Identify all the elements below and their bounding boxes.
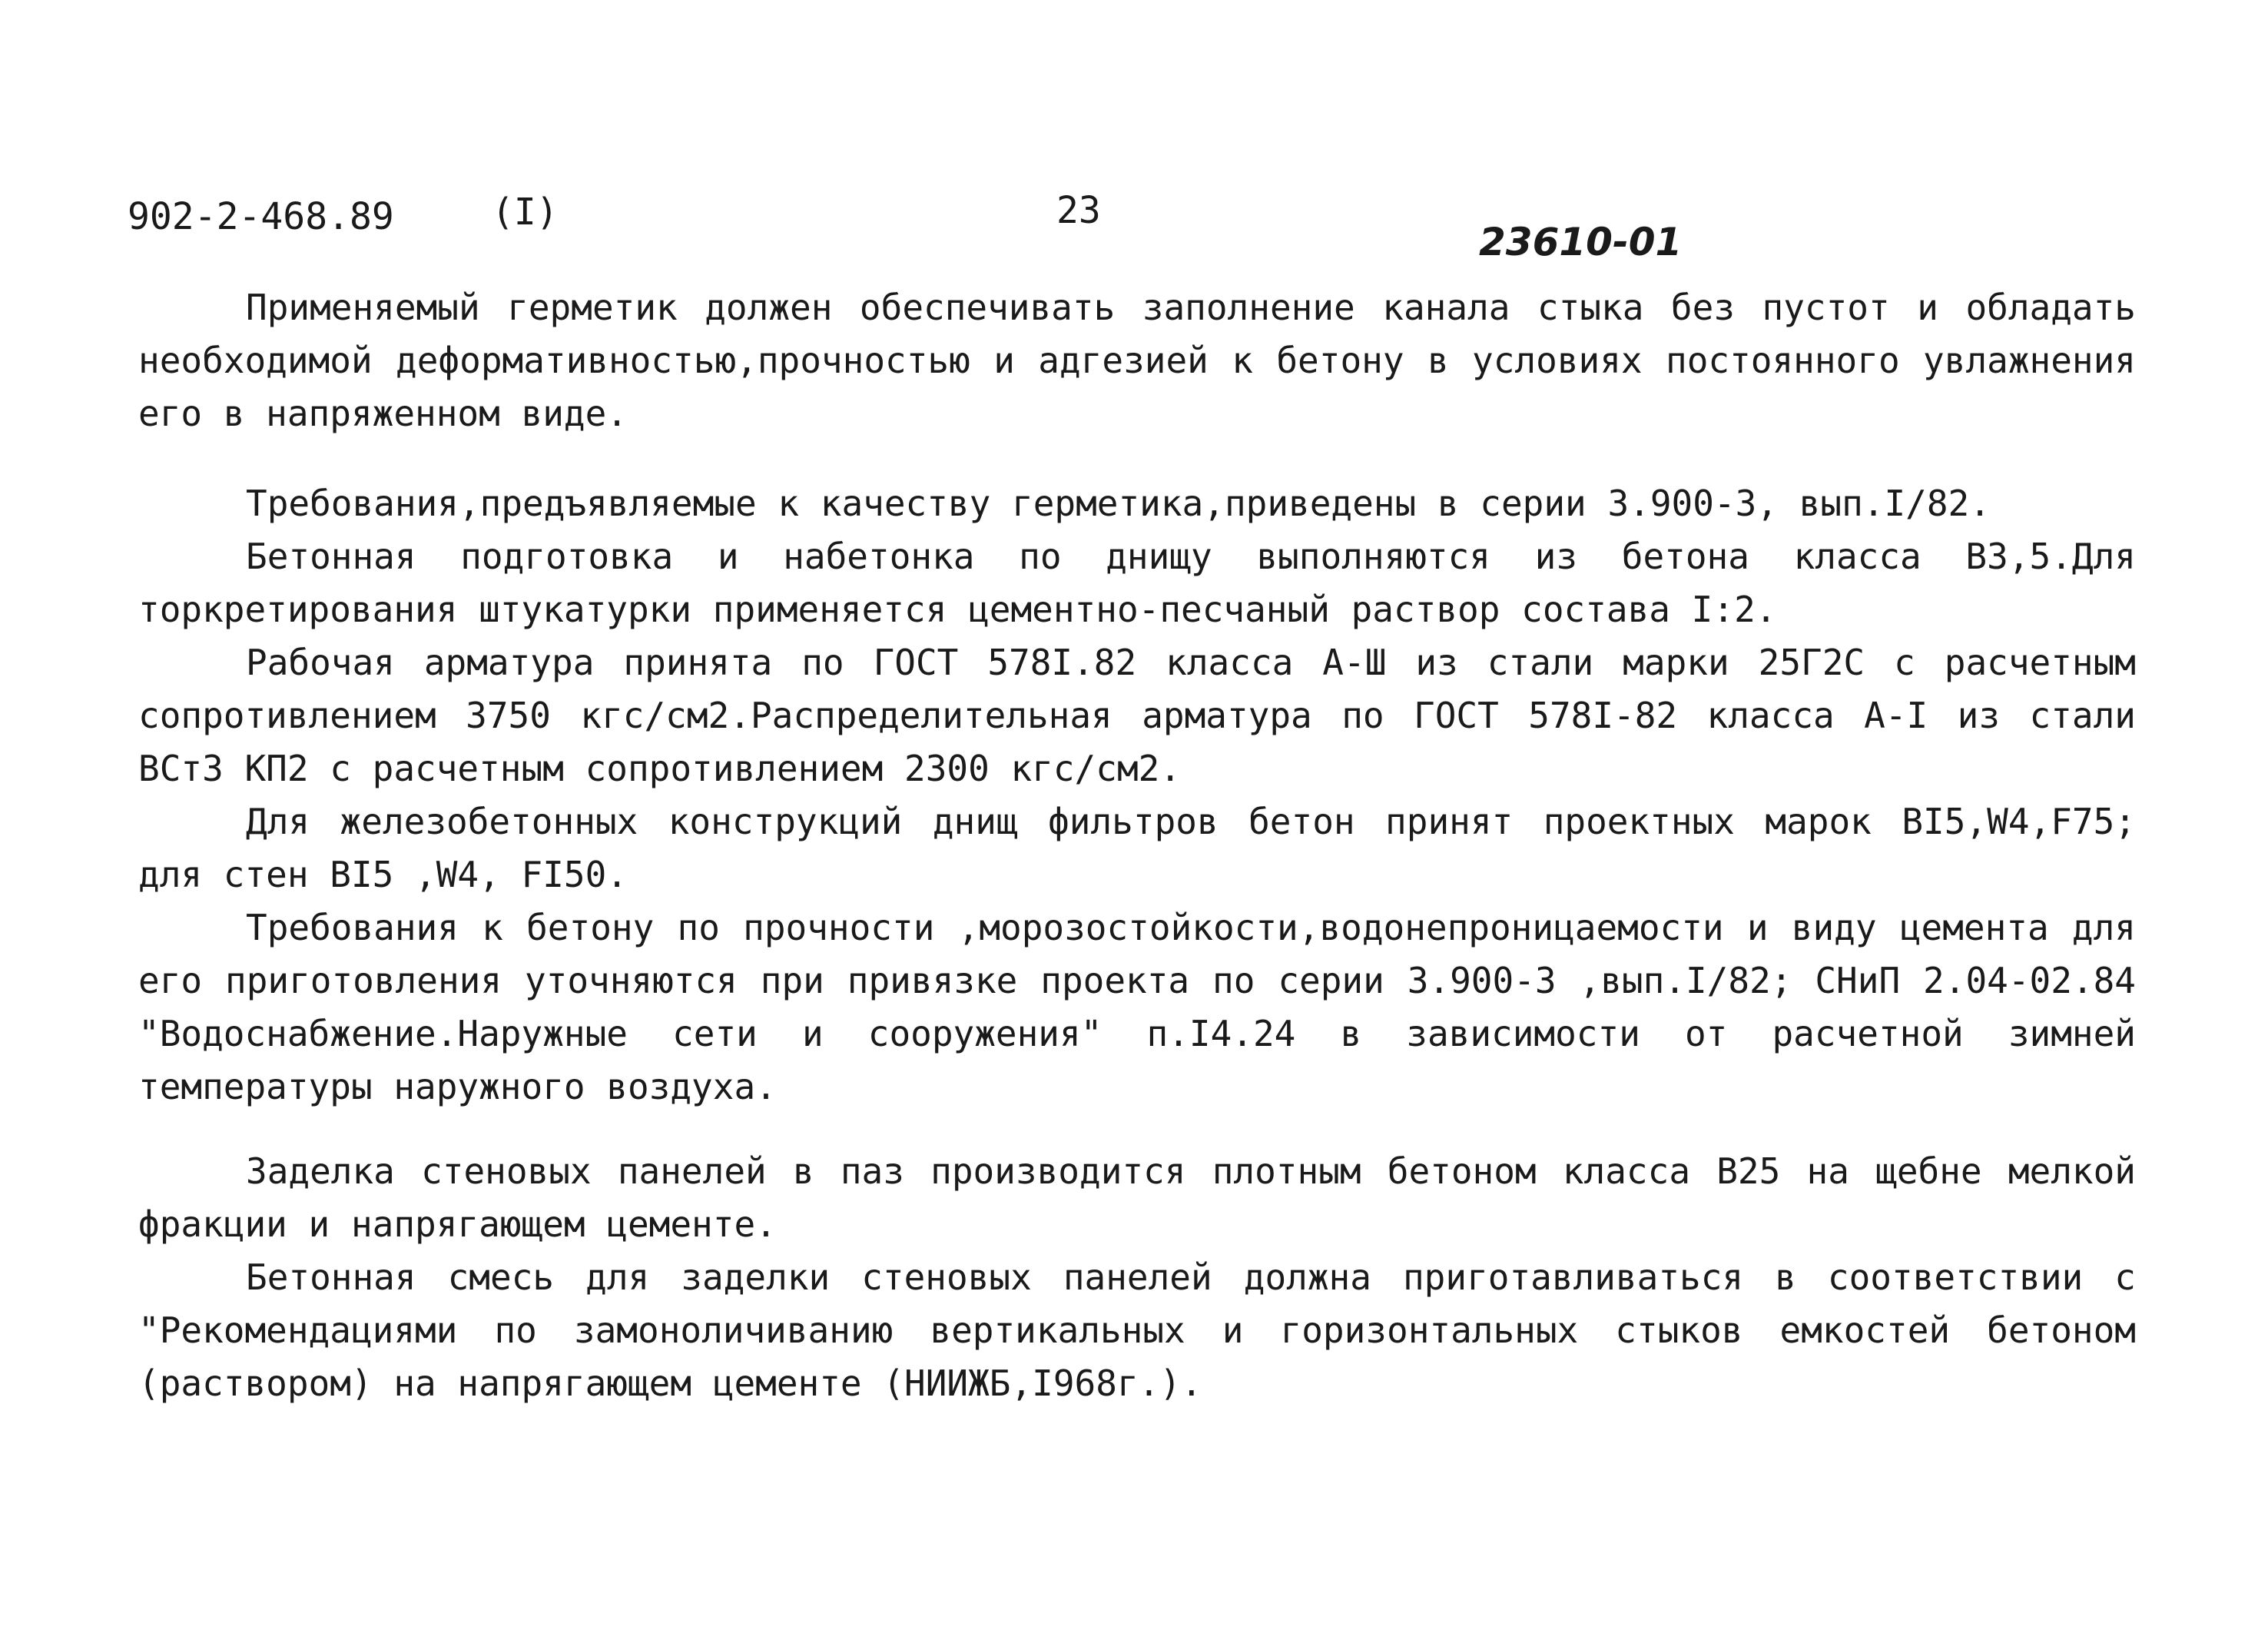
- paragraph-sealant: Применяемый герметик должен обеспечивать заполнение канала стыка без пустот и обладать необходимой деформативностью,прочностью и адгезией к бетону в условиях постоянного увлажнения его в напряженном виде.: [138, 287, 2136, 434]
- document-part: (I): [492, 191, 559, 234]
- document-code: 902-2-468.89: [128, 195, 394, 238]
- paragraph-panel-embedding: Заделка стеновых панелей в паз производится плотным бетоном класса В25 на щебне мелкой фракции и напрягающем цементе.: [138, 1150, 2136, 1245]
- body-section-sealant: [138, 281, 2136, 440]
- paragraph-concrete-preparation: Бетонная подготовка и набетонка по днищу выполняются из бетона класса B3,5.Для торкретирования штукатурки применяется цементно-песчаный раствор состава I:2.: [138, 536, 2136, 630]
- paragraph-reinforcement: Рабочая арматура принята по ГОСТ 578I.82 класса А-Ш из стали марки 25Г2С с расчетным сопротивлением 3750 кгс/см2.Распределительная арматура по ГОСТ 578I-82 класса А-I из стали ВСт3 КП2 с расчетным сопротивлением 2300 кгс/см2.: [138, 642, 2136, 789]
- paragraph-concrete-requirements: Требования к бетону по прочности ,морозостойкости,водонепроницаемости и виду цемента для его приготовления уточняются при привязке проекта по серии 3.900-3 ,вып.I/82; СНиП 2.04-02.84 "Водоснабжение.Наружные сети и сооружения" п.I4.24 в зависимости от расчетной зимней температуры наружного воздуха.: [138, 907, 2136, 1107]
- page-number: 23: [1056, 189, 1101, 232]
- body-section-panels: [138, 1145, 2136, 1410]
- paragraph-concrete-grades: Для железобетонных конструкций днищ фильтров бетон принят проектных марок ВI5,W4,F75; для стен ВI5 ,W4, FI50.: [138, 801, 2136, 895]
- paragraph-concrete-mix: Бетонная смесь для заделки стеновых панелей должна приготавливаться в соответствии с "Рекомендациями по замоноличиванию вертикальных и горизонтальных стыков емкостей бетоном (раствором) на напрягающем цементе (НИИЖБ,I968г.).: [138, 1256, 2136, 1404]
- archive-number: 23610-01: [1479, 220, 1683, 264]
- paragraph-sealant-requirements: Требования,предъявляемые к качеству герметика,приведены в серии 3.900-3, вып.I/82.: [246, 483, 1991, 524]
- body-section-requirements: [138, 477, 2136, 1114]
